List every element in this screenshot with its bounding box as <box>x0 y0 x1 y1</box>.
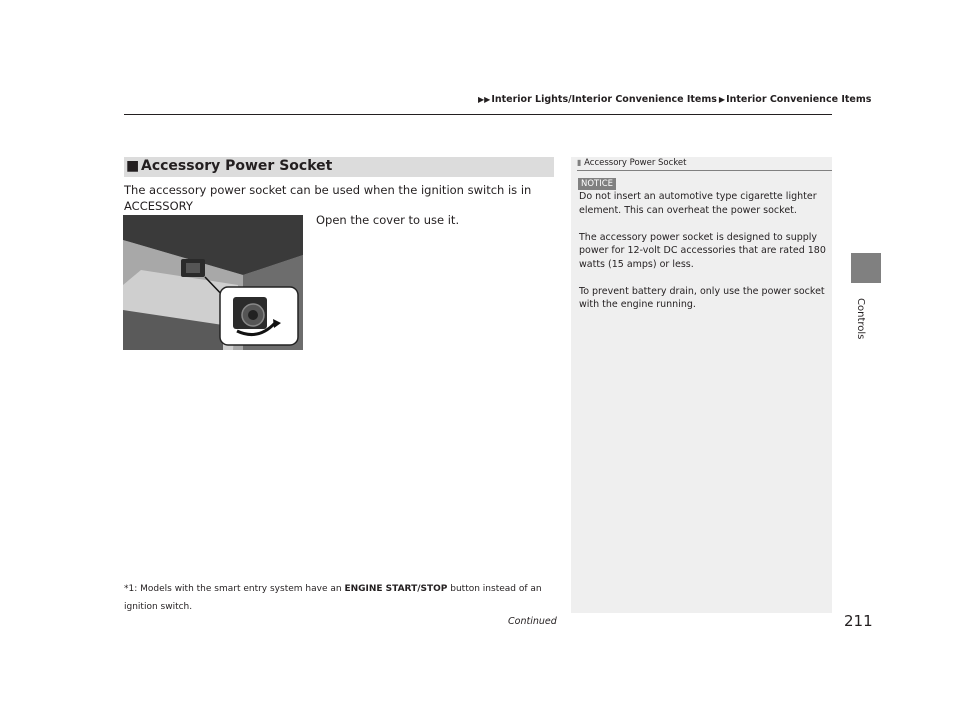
footnote-bold: ENGINE START/STOP <box>344 584 448 594</box>
sidebar-heading <box>577 158 687 168</box>
footnote-text: button instead of an ignition switch. <box>124 584 542 612</box>
power-socket-photo <box>123 215 303 350</box>
header-divider <box>124 114 832 115</box>
notice-badge: NOTICE <box>578 178 616 190</box>
sidebar-divider <box>577 170 832 171</box>
breadcrumb-item[interactable]: Interior Convenience Items <box>726 94 872 105</box>
side-tab[interactable] <box>851 253 881 283</box>
side-tab-label: Controls <box>855 298 866 340</box>
square-bullet-icon: ■ <box>126 158 140 174</box>
triangle-right-icon: ▶ <box>718 95 726 104</box>
breadcrumb-item[interactable]: Interior Lights/Interior Convenience Items <box>491 94 717 105</box>
sidebar-paragraph: The accessory power socket is designed to supply power for 12-volt DC accessories that are rated 180 watts (15 amps) or less. <box>579 231 826 270</box>
reference-marker-icon: ▮ <box>577 158 582 167</box>
body-sentence: The accessory power socket can be used when the ignition switch is in ACCESSORY <box>124 183 532 213</box>
page-number: 211 <box>844 612 873 630</box>
photo-caption: Open the cover to use it. <box>316 213 460 227</box>
sidebar-paragraph: To prevent battery drain, only use the power socket with the engine running. <box>579 285 825 310</box>
sidebar-heading-text: Accessory Power Socket <box>584 158 687 168</box>
triangle-right-icon: ▶▶ <box>478 95 491 104</box>
sidebar-paragraph: Do not insert an automotive type cigarette lighter element. This can overheat the power socket. <box>579 191 817 216</box>
footnote <box>124 580 564 616</box>
breadcrumb <box>478 94 872 105</box>
section-title: Accessory Power Socket <box>141 158 333 174</box>
footnote-text: *1: Models with the smart entry system have an <box>124 584 342 594</box>
section-header <box>124 157 554 177</box>
sidebar-text <box>579 190 827 325</box>
continued-label: Continued <box>508 616 557 627</box>
